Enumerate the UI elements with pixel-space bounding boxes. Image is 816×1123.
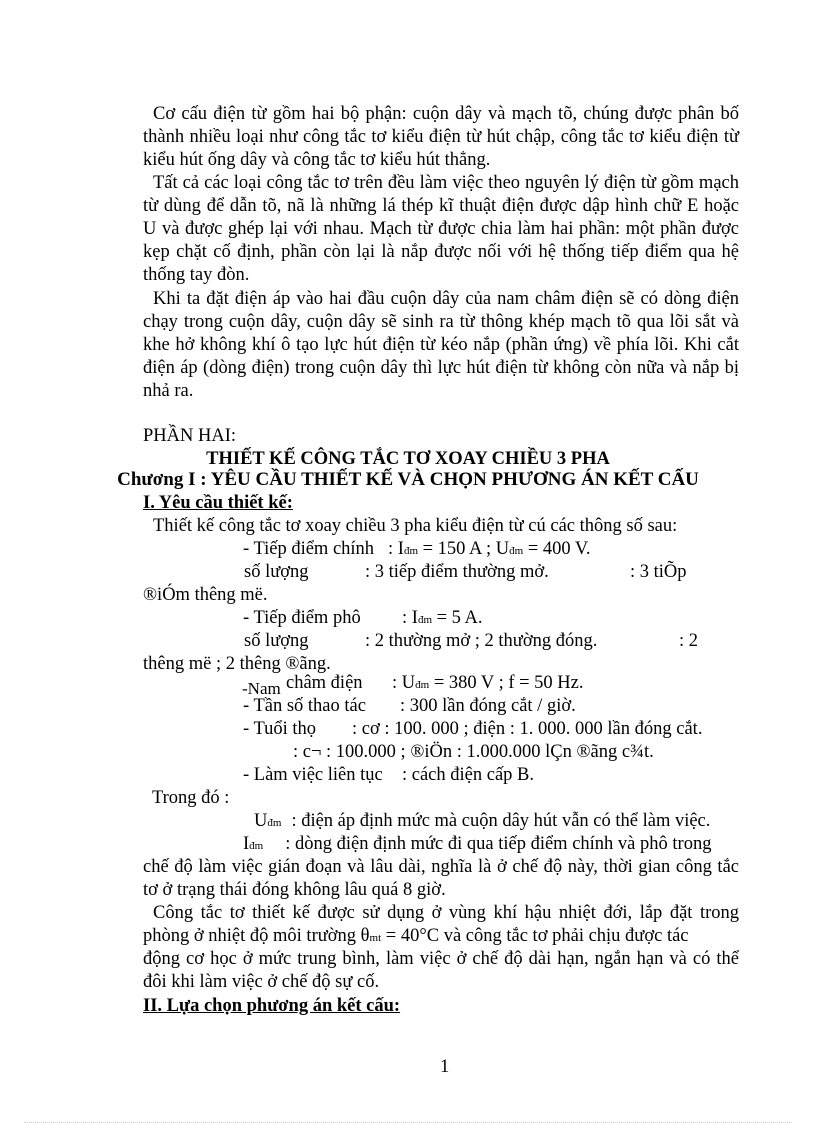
p1-line-3: kiểu hút ống dây và công tắc tơ kiểu hút thẳng. (143, 150, 491, 170)
p4-line-3: động cơ học ở mức trung bình, làm việc ở chế độ dài hạn, ngắn hạn và có thể (143, 949, 739, 969)
aux-contact-value: : Iđm = 5 A. (402, 608, 483, 628)
qty-aux-value: : 2 thường mở ; 2 thường đóng. (365, 631, 598, 651)
qty-main-garbled-2: ®iÓm thêng më. (143, 585, 268, 605)
qty-main-value: : 3 tiếp điểm thường mở. (365, 562, 549, 582)
freq-label: - Tần số thao tác (243, 696, 366, 716)
work-value: : cách điện cấp B. (402, 765, 535, 785)
life-value: : cơ : 100. 000 ; điện : 1. 000. 000 lần đóng cắt. (352, 719, 703, 739)
life-label: - Tuổi thọ (243, 719, 317, 739)
p2-line-5: thống tay đòn. (143, 265, 250, 285)
qty-main-garbled: : 3 tiÕp (630, 562, 687, 582)
u-definition: Uđm : điện áp định mức mà cuộn dây hút vẫn có thể làm việc. (254, 811, 711, 831)
p3-line-1: Khi ta đặt điện áp vào hai đầu cuộn dây của nam châm điện sẽ có dòng điện (153, 289, 739, 309)
p2-line-2: từ dùng để dẫn tõ, nã là những lá thép kĩ thuật điện được dập hình chữ E hoặc (143, 196, 739, 216)
i-definition-line-3: tơ ở trạng thái đóng không lâu quá 8 giờ. (143, 880, 446, 900)
section-2-heading: II. Lựa chọn phương án kết cấu: (143, 996, 401, 1016)
p2-line-3: U và được ghép lại với nhau. Mạch từ được chia làm hai phần: một phần được (143, 219, 739, 239)
qty-aux-garbled: : 2 (679, 631, 699, 651)
page-number: 1 (440, 1057, 450, 1077)
where-label: Trong đó : (152, 788, 230, 808)
p4-line-4: đôi khi làm việc ở chế độ sự cố. (143, 972, 380, 992)
p1-line-2: thành nhiều loại như công tắc tơ kiểu điện từ hút chập, công tắc tơ kiểu điện từ (143, 127, 739, 147)
freq-value: : 300 lần đóng cắt / giờ. (400, 696, 576, 716)
p3-line-2: chạy trong cuộn dây, cuộn dây sẽ sinh ra từ thông khép mạch tõ qua lõi sắt và (143, 312, 739, 332)
p2-line-1: Tất cả các loại công tắc tơ trên đều làm việc theo nguyên lý điện từ gồm mạch (153, 173, 739, 193)
magnet-label: châm điện (286, 673, 363, 693)
i-definition: Iđm : dòng điện định mức đi qua tiếp điểm chính và phô trong (243, 834, 712, 854)
p4-line-2: phòng ở nhiệt độ môi trường θmt = 40°C và công tắc tơ phải chịu được tác (143, 926, 689, 946)
intro-line: Thiết kế công tắc tơ xoay chiều 3 pha kiểu điện từ cú các thông số sau: (153, 516, 678, 536)
chapter-heading: Chương I : YÊU CẦU THIẾT KẾ VÀ CHỌN PHƯƠNG ÁN KẾT CẤU (117, 469, 699, 490)
p4-line-1: Công tắc tơ thiết kế được sử dụng ở vùng khí hậu nhiệt đới, lắp đặt trong (153, 903, 739, 923)
qty-main-label: số lượng (244, 562, 309, 582)
p3-line-5: nhả ra. (143, 381, 194, 401)
qty-aux-label: số lượng (244, 631, 309, 651)
main-contact-label: - Tiếp điểm chính (243, 539, 375, 559)
i-definition-line-2: chế độ làm việc gián đoạn và lâu dài, nghĩa là ở chế độ này, thời gian công tắc (143, 857, 739, 877)
work-label: - Làm việc liên tục (243, 765, 383, 785)
main-contact-value: : Iđm = 150 A ; Uđm = 400 V. (388, 539, 591, 559)
qty-aux-garbled-2: thêng më ; 2 thêng ®ãng. (143, 654, 331, 674)
part-label: PHẦN HAI: (143, 426, 237, 446)
aux-contact-label: - Tiếp điểm phô (243, 608, 361, 628)
p2-line-4: kẹp chặt cố định, phần còn lại là nắp được nối với hệ thống tiếp điểm qua hệ (143, 242, 739, 262)
p3-line-3: khe hở không khí ô tạo lực hút điện từ kéo nắp (phần ứng) về phía lõi. Khi cắt (143, 335, 739, 355)
section-1-heading: I. Yêu cầu thiết kế: (143, 493, 293, 513)
life-garbled: : c¬ : 100.000 ; ®iÖn : 1.000.000 lÇn ®ãng c¾t. (293, 742, 654, 762)
p1-line-1: Cơ cấu điện từ gồm hai bộ phận: cuộn dây và mạch tõ, chúng được phân bố (153, 104, 739, 124)
magnet-prefix: -Nam (242, 679, 281, 698)
p3-line-4: điện áp (dòng điện) trong cuộn dây thì lực hút điện từ không còn nữa và nắp bị (143, 358, 739, 378)
magnet-value: : Uđm = 380 V ; f = 50 Hz. (392, 673, 584, 693)
document-title: THIẾT KẾ CÔNG TẮC TƠ XOAY CHIỀU 3 PHA (206, 449, 610, 469)
